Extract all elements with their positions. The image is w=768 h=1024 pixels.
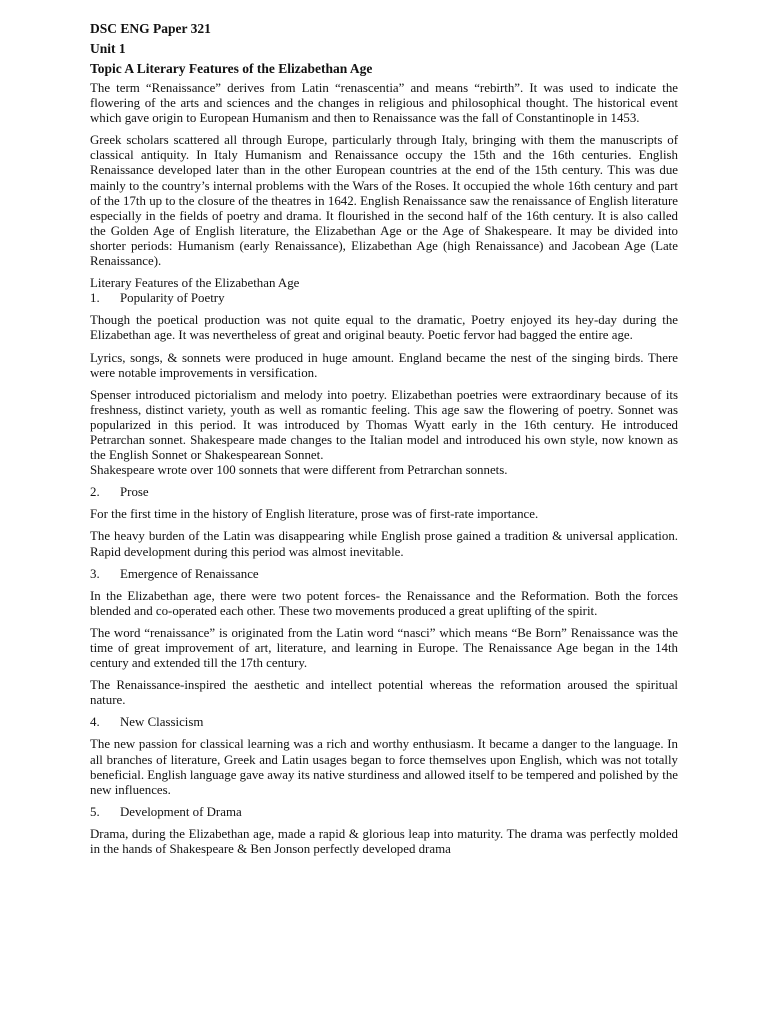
section-title: Prose (120, 485, 149, 500)
intro-paragraph-1: The term “Renaissance” derives from Latin “renascentia” and means “rebirth”. It was used to indicate the flowering of the arts and sciences and the changes in religious and philosophical thought. The historical event which gave origin to European Humanism and then to Renaissance was the fall of Constantinople in 1453. (90, 81, 678, 126)
topic-title: Topic A Literary Features of the Elizabethan Age (90, 61, 373, 76)
section-title: Popularity of Poetry (120, 291, 225, 306)
section-number: 1. (90, 291, 100, 306)
section-heading-prose (90, 485, 678, 500)
section-number: 4. (90, 715, 100, 730)
section-number: 3. (90, 566, 100, 581)
classicism-paragraph-1: The new passion for classical learning was a rich and worthy enthusiasm. It became a danger to the language. In all branches of literature, Greek and Latin usages began to force themselves upon English, which was not totally beneficial. English language gave away its native sturdiness and allowed itself to be tempered and polished by the new influences. (90, 737, 678, 797)
section-heading-renaissance (90, 567, 678, 582)
renaissance-paragraph-1: In the Elizabethan age, there were two potent forces- the Renaissance and the Reformation. Both the forces blended and co-operated each other. These two movements produced a great uplifting of the spirit. (90, 588, 678, 618)
course-title: DSC ENG Paper 321 (90, 21, 211, 36)
poetry-paragraph-3: Spenser introduced pictorialism and melody into poetry. Elizabethan poetries were extraordinary because of its freshness, distinct variety, youth as well as romantic feeling. This age saw the flowering of poetry. Sonnet was popularized in this period. It was introduced by Thomas Wyatt early in the 16th century. He introduced Petrarchan sonnet. Shakespeare made changes to the Italian model and introduced his own style, now known as the English Sonnet or Shakespearean Sonnet. (90, 387, 678, 463)
unit-title: Unit 1 (90, 41, 126, 56)
section-title: Emergence of Renaissance (120, 566, 259, 581)
renaissance-paragraph-3: The Renaissance-inspired the aesthetic and intellect potential whereas the reformation aroused the spiritual nature. (90, 678, 678, 708)
poetry-paragraph-4: Shakespeare wrote over 100 sonnets that were different from Petrarchan sonnets. (90, 463, 508, 478)
section-title: Development of Drama (120, 804, 242, 819)
section-heading-drama (90, 805, 678, 820)
intro-paragraph-2: Greek scholars scattered all through Europe, particularly through Italy, bringing with them the manuscripts of classical antiquity. In Italy Humanism and Renaissance occupy the 15th and the 16th centuries. English Renaissance developed later than in the other European countries at the end of the 15th century. This was due mainly to the country’s internal problems with the Wars of the Roses. It occupied the whole 16th century and part of the 17th up to the closure of the theatres in 1642. English Renaissance saw the renaissance of English literature especially in the fields of poetry and drama. It flourished in the second half of the 16th century. It is also called the Golden Age of English literature, the Elizabethan Age or the Age of Shakespeare. It may be divided into shorter periods: Humanism (early Renaissance), Elizabethan Age (high Renaissance) and Jacobean Age (Late Renaissance). (90, 133, 678, 269)
section-heading-poetry (90, 291, 678, 306)
poetry-paragraph-2: Lyrics, songs, & sonnets were produced in huge amount. England became the nest of the singing birds. There were notable improvements in versification. (90, 350, 678, 380)
prose-paragraph-2: The heavy burden of the Latin was disappearing while English prose gained a tradition & universal application. Rapid development during this period was almost inevitable. (90, 529, 678, 559)
section-number: 5. (90, 804, 100, 819)
section-title: New Classicism (120, 715, 204, 730)
drama-paragraph-1: Drama, during the Elizabethan age, made a rapid & glorious leap into maturity. The drama was perfectly molded in the hands of Shakespeare & Ben Jonson perfectly developed drama (90, 826, 678, 857)
prose-paragraph-1: For the first time in the history of English literature, prose was of first-rate importance. (90, 507, 539, 522)
section-number: 2. (90, 485, 100, 500)
renaissance-paragraph-2: The word “renaissance” is originated from the Latin word “nasci” which means “Be Born” Renaissance was the time of great improvement of art, literature, and learning in Europe. The Renaissance Age began in the 14th century and extended till the 17th century. (90, 625, 678, 671)
poetry-paragraph-1: Though the poetical production was not quite equal to the dramatic, Poetry enjoyed its hey-day during the Elizabethan age. It was nevertheless of great and original beauty. Poetic fervor had bagged the entire age. (90, 313, 678, 343)
section-heading-classicism (90, 715, 678, 730)
features-heading: Literary Features of the Elizabethan Age (90, 276, 300, 291)
